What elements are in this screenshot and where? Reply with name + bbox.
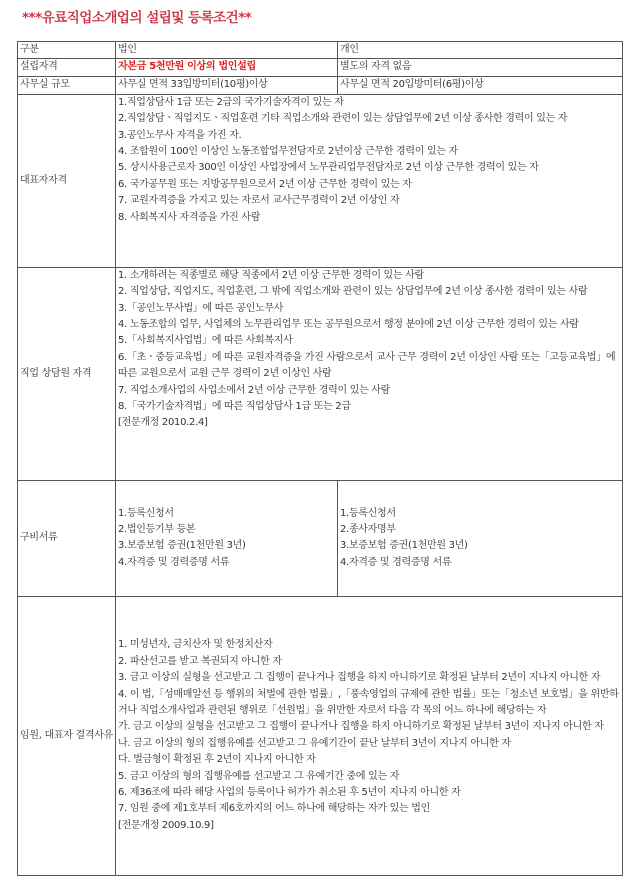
header-corporation: 법인 (116, 42, 338, 59)
counselor-row (18, 267, 623, 480)
list-item: 4.자격증 및 경력증명 서류 (340, 556, 452, 568)
establishment-corp: 자본금 5천만원 이상의 법인설립 (116, 59, 338, 76)
list-item: 4. 이 법,「성매매알선 등 행위의 처벌에 관한 법률」,「풍속영업의 규제에 관한 법률」또는「청소년 보호법」을 위반하거나 직업소개사업과 관련된 행위로「선원법」을 위반한 자로서 다음 각 목의 어느 하나에 해당하는 자 (118, 688, 619, 716)
list-item: 다. 벌금형이 확정된 후 2년이 지나지 아니한 자 (118, 754, 316, 766)
list-item: 8. 사회복지사 자격증을 가진 사람 (118, 211, 261, 223)
list-item: 4. 조합원이 100인 이상인 노동조합업무전담자로 2년이상 근무한 경력이 있는 자 (118, 146, 458, 158)
list-item: 8.「국가기술자격법」에 따른 직업상담사 1급 또는 2급 (118, 401, 351, 413)
documents-corp (116, 480, 338, 596)
list-item: 3.보증보험 증권(1천만원 3년) (340, 540, 468, 552)
list-item: 2. 파산선고를 받고 복권되지 아니한 자 (118, 655, 282, 667)
disqualification-row (18, 596, 623, 875)
office-row (18, 76, 623, 94)
office-corp: 사무실 면적 33입방미터(10평)이상 (116, 76, 338, 94)
list-item: 7. 임원 중에 제1호부터 제6호까지의 어느 하나에 해당하는 자가 있는 법인 (118, 803, 430, 815)
disqualification-label: 임원, 대표자 결격사유 (18, 596, 116, 875)
list-item: 3. 금고 이상의 실형을 선고받고 그 집행이 끝나거나 집행을 하지 아니하기로 확정된 날부터 2년이 지나지 아니한 자 (118, 672, 601, 684)
header-individual: 개인 (338, 42, 623, 59)
list-item: 6. 제36조에 따라 해당 사업의 등록이나 허가가 취소된 후 5년이 지나지 아니한 자 (118, 787, 461, 799)
revision-note: [전문개정 2009.10.9] (118, 819, 214, 831)
counselor-label: 직업 상담원 자격 (18, 267, 116, 480)
header-category: 구분 (18, 42, 116, 59)
counselor-content (116, 267, 623, 480)
list-item: 4.자격증 및 경력증명 서류 (118, 556, 230, 568)
office-label: 사무실 규모 (18, 76, 116, 94)
list-item: 2.직업상담ㆍ직업지도ㆍ직업훈련 기타 직업소개와 관련이 있는 상담업무에 2년 이상 종사한 경력이 있는 자 (118, 113, 568, 125)
list-item: 2. 직업상담, 직업지도, 직업훈련, 그 밖에 직업소개와 관련이 있는 상담업무에 2년 이상 종사한 경력이 있는 사람 (118, 286, 588, 298)
list-item: 4. 노동조합의 업무, 사업체의 노무관리업무 또는 공무원으로서 행정 분야에 2년 이상 근무한 경력이 있는 사람 (118, 319, 579, 331)
list-item: 1. 미성년자, 금치산자 및 한정치산자 (118, 639, 273, 651)
list-item: 2.법인등기부 등본 (118, 523, 196, 535)
list-item: 1.등록신청서 (340, 507, 396, 519)
registration-conditions-table (17, 41, 623, 876)
documents-row (18, 480, 623, 596)
list-item: 가. 금고 이상의 실형을 선고받고 그 집행이 끝나거나 집행을 하지 아니하기로 확정된 날부터 3년이 지나지 아니한 자 (118, 721, 604, 733)
establishment-indiv: 별도의 자격 없음 (338, 59, 623, 76)
list-item: 1.등록신청서 (118, 507, 174, 519)
disqualification-content (116, 596, 623, 875)
list-item: 3.공인노무사 자격을 가진 자. (118, 129, 242, 141)
list-item: 5.「사회복지사업법」에 따른 사회복지사 (118, 335, 293, 347)
list-item: 7. 직업소개사업의 사업소에서 2년 이상 근무한 경력이 있는 사람 (118, 384, 391, 396)
representative-label: 대표자자격 (18, 94, 116, 267)
representative-row (18, 94, 623, 267)
revision-note: [전문개정 2010.2.4] (118, 417, 208, 429)
page-title: ***유료직업소개업의 설립및 등록조건** (22, 10, 252, 26)
documents-indiv (338, 480, 623, 596)
establishment-row (18, 59, 623, 76)
list-item: 5. 상시사용근로자 300인 이상인 사업장에서 노무관리업무전담자로 2년 이상 근무한 경력이 있는 자 (118, 162, 539, 174)
list-item: 나. 금고 이상의 형의 집행유예를 선고받고 그 유예기간이 끝난 날부터 3년이 지나지 아니한 자 (118, 737, 511, 749)
establishment-label: 설립자격 (18, 59, 116, 76)
representative-content (116, 94, 623, 267)
list-item: 3.보증보험 증권(1천만원 3년) (118, 540, 246, 552)
header-row (18, 42, 623, 59)
list-item: 5. 금고 이상의 형의 집행유예를 선고받고 그 유예기간 중에 있는 자 (118, 770, 400, 782)
list-item: 3.「공인노무사법」에 따른 공인노무사 (118, 302, 284, 314)
list-item: 6. 국가공무원 또는 지방공무원으로서 2년 이상 근무한 경력이 있는 자 (118, 178, 412, 190)
list-item: 1. 소개하려는 직종별로 해당 직종에서 2년 이상 근무한 경력이 있는 사람 (118, 269, 424, 281)
list-item: 7. 교원자격증을 가지고 있는 자로서 교사근무경력이 2년 이상인 자 (118, 195, 400, 207)
documents-label: 구비서류 (18, 480, 116, 596)
list-item: 1.직업상담사 1급 또는 2급의 국가기술자격이 있는 자 (118, 96, 344, 108)
office-indiv: 사무실 면적 20입방미터(6평)이상 (338, 76, 623, 94)
list-item: 2.종사자명부 (340, 523, 396, 535)
list-item: 6.「초ㆍ중등교육법」에 따른 교원자격증을 가진 사람으로서 교사 근무 경력이 2년 이상인 사람 또는「고등교육법」에 따른 교원으로서 교원 근무 경력이 2년 이상인 사람 (118, 351, 616, 380)
